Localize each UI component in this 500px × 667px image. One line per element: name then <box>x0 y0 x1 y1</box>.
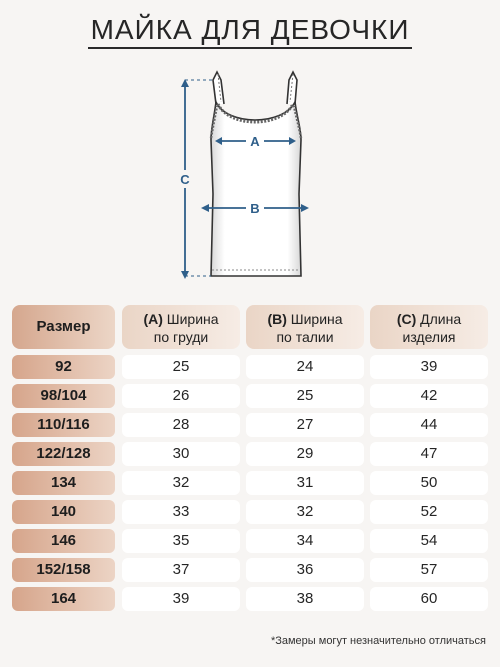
chest-width-cell: 37 <box>122 558 240 582</box>
waist-width-cell: 25 <box>246 384 364 408</box>
waist-width-cell: 24 <box>246 355 364 379</box>
strap-left <box>213 72 224 104</box>
waist-width-cell: 27 <box>246 413 364 437</box>
header-a-text: Ширина <box>162 311 219 327</box>
measure-a-label: A <box>250 134 260 149</box>
size-cell: 92 <box>12 355 115 379</box>
size-cell: 152/158 <box>12 558 115 582</box>
table-row <box>12 529 490 553</box>
measure-b-label: B <box>250 201 260 216</box>
size-cell: 134 <box>12 471 115 495</box>
table-row <box>12 355 490 379</box>
header-b-line2: по талии <box>276 329 334 345</box>
table-row <box>12 384 490 408</box>
table-row <box>12 413 490 437</box>
chest-width-cell: 39 <box>122 587 240 611</box>
header-length <box>370 305 488 349</box>
table-row <box>12 442 490 466</box>
header-a-letter: (A) <box>143 311 163 327</box>
header-a-line2: по груди <box>153 329 209 345</box>
table-row <box>12 471 490 495</box>
waist-width-cell: 38 <box>246 587 364 611</box>
chest-width-cell: 32 <box>122 471 240 495</box>
length-cell: 39 <box>370 355 488 379</box>
header-size-label: Размер <box>36 318 91 335</box>
length-cell: 52 <box>370 500 488 524</box>
length-cell: 50 <box>370 471 488 495</box>
header-chest-width <box>122 305 240 349</box>
chest-width-cell: 30 <box>122 442 240 466</box>
waist-width-cell: 36 <box>246 558 364 582</box>
size-cell: 122/128 <box>12 442 115 466</box>
measure-c-label: C <box>180 172 190 187</box>
length-cell: 57 <box>370 558 488 582</box>
length-cell: 42 <box>370 384 488 408</box>
size-cell: 146 <box>12 529 115 553</box>
size-cell: 164 <box>12 587 115 611</box>
chest-width-cell: 25 <box>122 355 240 379</box>
chest-width-cell: 28 <box>122 413 240 437</box>
header-c-letter: (C) <box>396 311 417 327</box>
size-cell: 110/116 <box>12 413 115 437</box>
header-size <box>12 305 115 349</box>
length-cell: 47 <box>370 442 488 466</box>
page-title: МАЙКА ДЛЯ ДЕВОЧКИ <box>90 14 410 45</box>
size-cell: 140 <box>12 500 115 524</box>
waist-width-cell: 31 <box>246 471 364 495</box>
length-cell: 44 <box>370 413 488 437</box>
size-cell: 98/104 <box>12 384 115 408</box>
waist-width-cell: 32 <box>246 500 364 524</box>
table-row <box>12 500 490 524</box>
table-row <box>12 558 490 582</box>
header-waist-width <box>246 305 364 349</box>
table-row <box>12 587 490 611</box>
header-c-line2: изделия <box>402 329 456 345</box>
strap-right <box>287 72 297 104</box>
length-cell: 60 <box>370 587 488 611</box>
chest-width-cell: 26 <box>122 384 240 408</box>
title-underline <box>88 47 412 49</box>
chest-width-cell: 35 <box>122 529 240 553</box>
tank-top-diagram <box>165 62 325 287</box>
length-cell: 54 <box>370 529 488 553</box>
waist-width-cell: 29 <box>246 442 364 466</box>
header-b-letter: (B) <box>267 311 287 327</box>
header-c-text: Длина <box>416 311 462 327</box>
waist-width-cell: 34 <box>246 529 364 553</box>
footnote: *Замеры могут незначительно отличаться <box>270 635 486 647</box>
header-b-text: Ширина <box>286 311 343 327</box>
chest-width-cell: 33 <box>122 500 240 524</box>
tank-top-body <box>211 102 301 276</box>
